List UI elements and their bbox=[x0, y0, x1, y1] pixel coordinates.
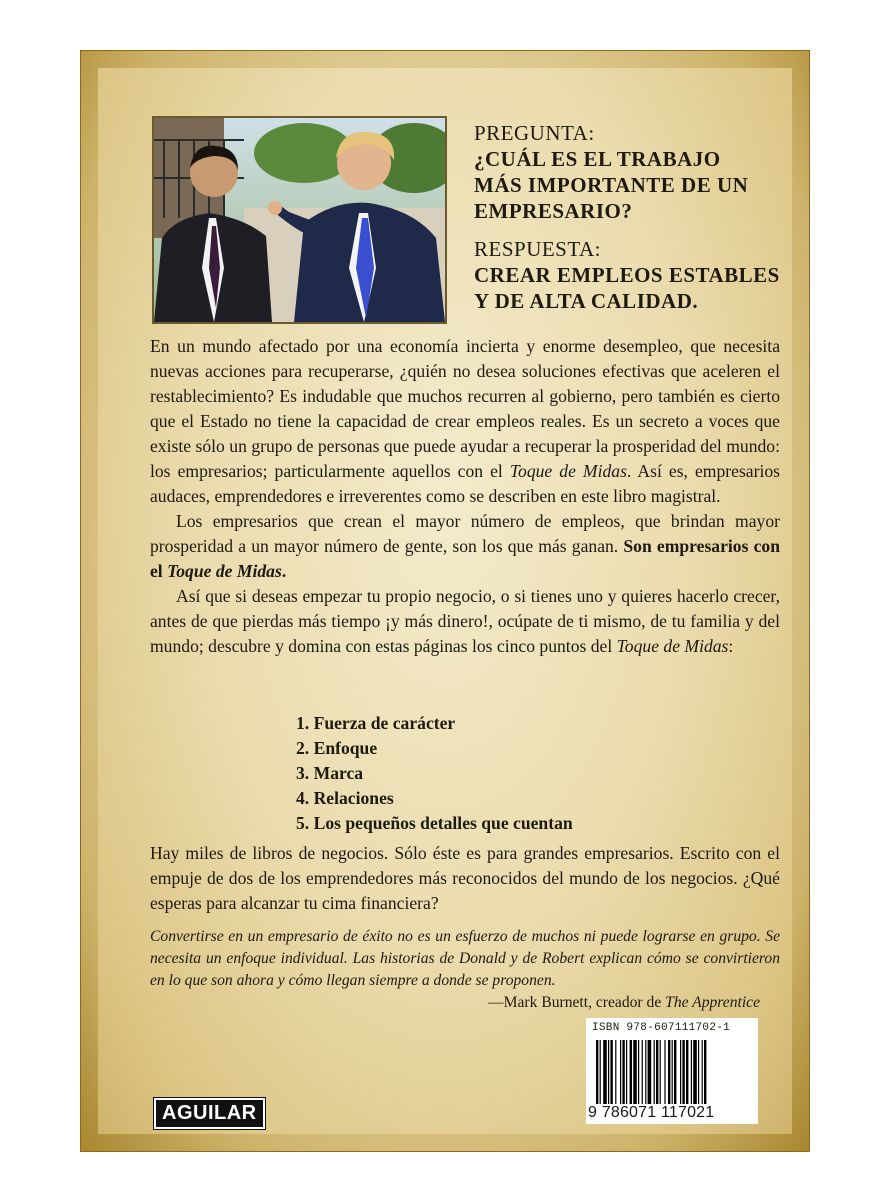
attribution-author: —Mark Burnett, creador de bbox=[488, 994, 666, 1011]
paragraph-3 bbox=[150, 584, 780, 659]
paragraph-2-bold-emphasis: Toque de Midas bbox=[167, 561, 282, 581]
isbn-digits: 9 786071 117021 bbox=[588, 1104, 715, 1121]
quote-attribution bbox=[488, 992, 760, 1014]
list-item: 2. Enfoque bbox=[296, 738, 378, 758]
five-points-list bbox=[296, 711, 573, 836]
paragraph-2-bold-a: Son empresarios con el bbox=[150, 536, 780, 581]
paragraph-1-text-b: . Así es, empresarios audaces, emprendedores e irreverentes como se describen en este libro magistral. bbox=[150, 461, 781, 506]
attribution-show: The Apprentice bbox=[665, 994, 760, 1011]
endorsement-quote: Convertirse en un empresario de éxito no es un esfuerzo de muchos ni puede lograrse en grupo. Se necesita un enfoque individual. Las historias de Donald y de Robert explican cómo se convirtieron en lo que son ahora y cómo llegan siempre a donde se proponen. bbox=[150, 928, 780, 989]
paragraph-1-text-a: En un mundo afectado por una economía incierta y enorme desempleo, que necesita nuevas acciones para recuperarse, ¿quién no desea soluciones efectivas que aceleren el restablecimiento? Es indudable que muchos recurren al gobierno, pero también es cierto que el Estado no tiene la capacidad de crear empleos reales. Es un secreto a voces que existe sólo un grupo de personas que puede ayudar a recuperar la prosperidad del mundo: los empresarios; particularmente aquellos con el bbox=[150, 336, 780, 481]
list-item: 3. Marca bbox=[296, 763, 364, 783]
book-back-cover bbox=[80, 50, 810, 1152]
description-text bbox=[150, 334, 780, 659]
paragraph-1-emphasis: Toque de Midas bbox=[509, 461, 627, 481]
answer-line-1: CREAR EMPLEOS ESTABLES bbox=[474, 263, 780, 287]
paragraph-2-bold-b: . bbox=[281, 561, 287, 581]
list-item: 5. Los pequeños detalles que cuentan bbox=[296, 813, 573, 833]
answer-label: RESPUESTA: bbox=[474, 237, 602, 261]
barcode bbox=[586, 1018, 758, 1124]
question-line-3: EMPRESARIO? bbox=[474, 199, 633, 223]
barcode-bars bbox=[596, 1040, 750, 1104]
list-item: 4. Relaciones bbox=[296, 788, 394, 808]
question-line-1: ¿CUÁL ES EL TRABAJO bbox=[474, 147, 721, 171]
closing-paragraph: Hay miles de libros de negocios. Sólo éste es para grandes empresarios. Escrito con el empuje de dos de los emprendedores más reconocidos del mundo de los negocios. ¿Qué esperas para alcanzar tu cima financiera? bbox=[150, 843, 780, 913]
list-item: 1. Fuerza de carácter bbox=[296, 713, 456, 733]
cover-photo bbox=[152, 116, 447, 324]
paragraph-3-text-a: Así que si deseas empezar tu propio negocio, o si tienes uno y quieres hacerlo crecer, antes de que pierdas más tiempo ¡y más dinero!, ocúpate de ti mismo, de tu familia y del mundo; descubre y domina con estas páginas los cinco puntos del bbox=[150, 586, 780, 656]
question-line-2: MÁS IMPORTANTE DE UN bbox=[474, 173, 749, 197]
question-label: PREGUNTA: bbox=[474, 121, 595, 145]
paragraph-3-text-b: : bbox=[728, 636, 734, 656]
answer-line-2: Y DE ALTA CALIDAD. bbox=[474, 289, 699, 313]
two-businessmen-photo bbox=[154, 118, 445, 322]
paragraph-2-text: Los empresarios que crean el mayor número de empleos, que brindan mayor prosperidad a un mayor número de gente, son los que más ganan. bbox=[150, 511, 780, 556]
paragraph-2 bbox=[150, 509, 780, 584]
isbn-label: ISBN 978-607111702-1 bbox=[592, 1022, 731, 1034]
publisher-logo: AGUILAR bbox=[154, 1098, 265, 1129]
cover-inner-panel bbox=[98, 68, 792, 1134]
paragraph-1 bbox=[150, 334, 780, 509]
paragraph-3-emphasis: Toque de Midas bbox=[616, 636, 729, 656]
question-answer-block bbox=[474, 120, 794, 314]
